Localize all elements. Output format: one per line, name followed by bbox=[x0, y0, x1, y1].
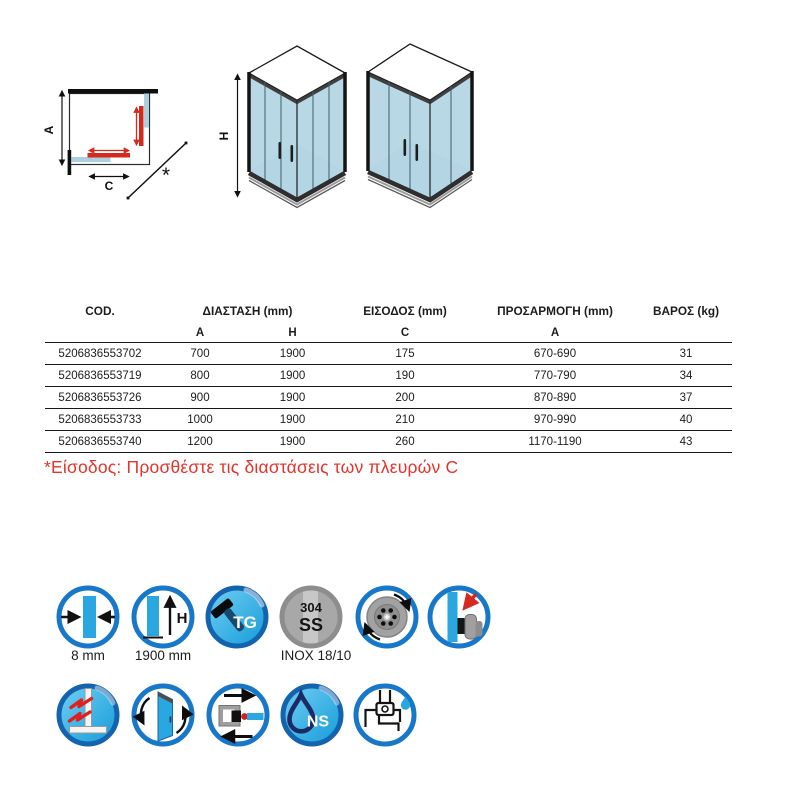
col-header-entry: ΕΙΣΟΔΟΣ (mm) bbox=[363, 304, 447, 318]
cell-kg: 43 bbox=[679, 435, 693, 448]
height-value-label: 1900 mm bbox=[134, 648, 192, 663]
cabin-square-drawing bbox=[217, 46, 345, 208]
cell-a: 800 bbox=[190, 369, 210, 382]
dimension-a-label: A bbox=[42, 125, 56, 135]
fixed-glass-right bbox=[144, 94, 149, 128]
tg-text: TG bbox=[233, 613, 257, 632]
table-row bbox=[45, 431, 732, 453]
cell-adj: 1170-1190 bbox=[528, 435, 582, 448]
inox-label: INOX 18/10 bbox=[280, 648, 352, 663]
cell-c: 260 bbox=[395, 435, 415, 448]
door-handle bbox=[291, 145, 294, 162]
entry-note: *Είσοδος: Προσθέστε τις διαστάσεις των πλευρών C bbox=[44, 457, 459, 477]
col-header-cod: COD. bbox=[85, 304, 115, 318]
roller-bearing-icon bbox=[351, 581, 423, 653]
cell-c: 210 bbox=[395, 413, 415, 426]
col-header-weight: ΒΑΡΟΣ (kg) bbox=[652, 304, 720, 318]
ss-text: SS bbox=[298, 615, 324, 635]
cell-h: 1900 bbox=[279, 413, 306, 426]
cabin-rectangular-drawing bbox=[368, 44, 472, 208]
cell-adj: 770-790 bbox=[533, 369, 577, 382]
table-row bbox=[45, 387, 732, 409]
table-row bbox=[45, 409, 732, 431]
cell-kg: 37 bbox=[679, 391, 693, 404]
nano-coating-icon bbox=[276, 679, 348, 751]
spec-table bbox=[45, 299, 732, 453]
col-header-adjustment: ΠΡΟΣΑΡΜΟΓΗ (mm) bbox=[497, 304, 613, 318]
plan-view-diagram bbox=[42, 89, 187, 199]
tempered-glass-icon bbox=[201, 581, 273, 653]
cell-h: 1900 bbox=[279, 347, 306, 360]
cell-adj: 970-990 bbox=[533, 413, 577, 426]
cell-a: 700 bbox=[190, 347, 210, 360]
wall-adjustment-icon bbox=[202, 679, 274, 751]
stainless-steel-icon bbox=[275, 581, 347, 653]
sliding-door-right bbox=[139, 106, 144, 146]
height-letter: H bbox=[176, 610, 188, 627]
door-handle bbox=[279, 142, 282, 159]
cell-kg: 31 bbox=[679, 347, 693, 360]
glass-thickness-icon bbox=[52, 581, 124, 653]
faucet-icon bbox=[349, 679, 421, 751]
subheader-a: A bbox=[195, 326, 205, 339]
door-handle bbox=[404, 139, 407, 156]
cell-c: 200 bbox=[395, 391, 415, 404]
cell-cod: 5206836553702 bbox=[58, 347, 142, 360]
cell-cod: 5206836553740 bbox=[58, 435, 142, 448]
table-subheader-row bbox=[45, 323, 732, 343]
cell-kg: 34 bbox=[679, 369, 693, 382]
table-header-row bbox=[45, 299, 732, 323]
dimension-h-label: H bbox=[217, 131, 231, 141]
cell-a: 1200 bbox=[187, 435, 213, 448]
door-handle bbox=[416, 144, 419, 161]
thickness-label: 8 mm bbox=[71, 648, 105, 663]
cell-adj: 670-690 bbox=[533, 347, 577, 360]
adjustable-roller-icon bbox=[423, 581, 495, 653]
cell-kg: 40 bbox=[679, 413, 693, 426]
table-row bbox=[45, 343, 732, 365]
waterproof-seal-icon bbox=[52, 679, 124, 751]
cell-c: 175 bbox=[395, 347, 415, 360]
dimension-c-label: C bbox=[104, 179, 114, 193]
reversible-door-icon bbox=[127, 679, 199, 751]
cell-a: 900 bbox=[190, 391, 210, 404]
cell-a: 1000 bbox=[187, 413, 213, 426]
technical-diagrams bbox=[0, 0, 520, 230]
fixed-glass-bottom bbox=[72, 157, 111, 162]
cell-cod: 5206836553733 bbox=[58, 413, 142, 426]
subheader-a2: A bbox=[550, 326, 560, 339]
subheader-c: C bbox=[400, 326, 410, 339]
diagonal-entry-mark: * bbox=[161, 164, 171, 187]
col-header-dimension: ΔΙΑΣΤΑΣΗ (mm) bbox=[202, 304, 293, 318]
steel-grade-text: 304 bbox=[300, 600, 322, 615]
cell-cod: 5206836553726 bbox=[58, 391, 142, 404]
sliding-door-bottom bbox=[88, 153, 131, 158]
cell-h: 1900 bbox=[279, 391, 306, 404]
subheader-h: H bbox=[288, 326, 297, 339]
cell-h: 1900 bbox=[279, 435, 306, 448]
height-icon bbox=[127, 581, 199, 653]
cell-c: 190 bbox=[395, 369, 415, 382]
cell-cod: 5206836553719 bbox=[58, 369, 142, 382]
cell-adj: 870-890 bbox=[533, 391, 577, 404]
table-row bbox=[45, 365, 732, 387]
cell-h: 1900 bbox=[279, 369, 306, 382]
ns-text: NS bbox=[306, 713, 330, 731]
